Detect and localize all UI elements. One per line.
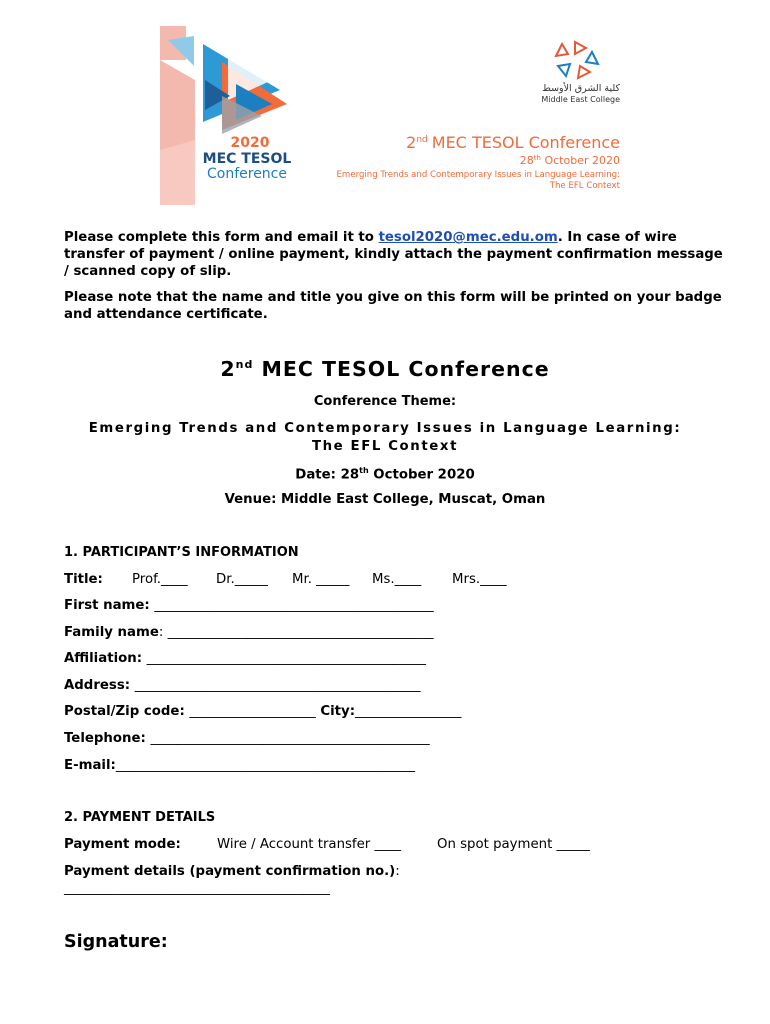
city-label: City:	[315, 704, 356, 719]
instructions-text: . In case of wire transfer of payment / online payment, kindly attach the payment confirmation message / scanned copy of slip.	[64, 230, 723, 279]
logo-name: MEC TESOL	[202, 151, 292, 167]
instructions-paragraph-1	[64, 229, 724, 280]
affiliation-label: Affiliation:	[64, 651, 147, 666]
email-row	[64, 758, 415, 773]
conference-logo-graphic	[0, 0, 770, 215]
date-suffix: October 2020	[368, 467, 475, 483]
theme-label: Conference Theme:	[313, 394, 457, 409]
title-option-mrs[interactable]: Mrs.____	[452, 572, 507, 587]
payment-details-label: Payment details (payment confirmation no.)	[64, 864, 396, 879]
title-label: Title:	[64, 572, 103, 587]
email-field[interactable]: _____________________________________________	[115, 758, 416, 773]
theme-line-1: Emerging Trends and Contemporary Issues in Language Learning:	[88, 421, 682, 436]
telephone-label: Telephone:	[64, 731, 151, 746]
signature-label: Signature:	[64, 932, 168, 952]
title-row	[64, 572, 507, 587]
address-field[interactable]: ___________________________________________	[134, 678, 421, 693]
family-name-label: Family name	[64, 625, 159, 640]
instructions-paragraph-2: Please note that the name and title you give on this form will be printed on your badge and attendance certificate.	[64, 290, 722, 322]
affiliation-row	[64, 651, 426, 666]
college-emblem-icon	[556, 42, 598, 78]
city-field[interactable]: ________________	[355, 704, 462, 719]
college-arabic-name: كلية الشرق الأوسط	[542, 83, 620, 94]
first-name-field[interactable]: __________________________________________	[154, 598, 434, 613]
family-name-field[interactable]: : ________________________________________	[158, 625, 434, 640]
postal-field[interactable]: ___________________	[189, 704, 316, 719]
payment-details-colon: :	[395, 864, 400, 879]
affiliation-field[interactable]: __________________________________________	[146, 651, 426, 666]
payment-option-on-spot[interactable]: On spot payment _____	[437, 837, 590, 852]
title-option-prof[interactable]: Prof.____	[132, 572, 188, 587]
payment-section-title: 2. PAYMENT DETAILS	[64, 810, 216, 825]
banner-conf-theme-line1: Emerging Trends and Contemporary Issues in Language Learning:	[336, 170, 620, 180]
email-label: E-mail:	[64, 758, 116, 773]
postal-label: Postal/Zip code:	[64, 704, 190, 719]
conference-date	[0, 466, 770, 482]
college-english-name: Middle East College	[541, 95, 620, 104]
title-option-ms[interactable]: Ms.____	[372, 572, 422, 587]
payment-mode-row	[64, 837, 590, 852]
banner-conf-title: 2nd MEC TESOL Conference	[406, 133, 620, 152]
telephone-field[interactable]: __________________________________________	[150, 731, 430, 746]
logo-sub: Conference	[206, 166, 288, 182]
theme-text	[0, 420, 770, 456]
instructions-text: Please complete this form and email it to	[64, 230, 379, 245]
postal-city-row	[64, 704, 461, 719]
title-option-mr[interactable]: Mr. _____	[292, 572, 350, 587]
conference-title	[0, 357, 770, 381]
title-text: MEC TESOL Conference	[253, 357, 550, 381]
banner-conf-theme-line2: The EFL Context	[549, 181, 620, 191]
first-name-label: First name:	[64, 598, 155, 613]
date-sup: th	[359, 466, 369, 475]
participant-section-title: 1. PARTICIPANT’S INFORMATION	[64, 545, 299, 560]
logo-pink-block	[160, 140, 195, 205]
title-ordinal: 2	[220, 357, 236, 381]
telephone-row	[64, 731, 430, 746]
banner-conf-date: 28th October 2020	[519, 154, 620, 167]
address-row	[64, 678, 421, 693]
title-ordinal-sup: nd	[235, 358, 254, 372]
conference-venue: Venue: Middle East College, Muscat, Oman	[224, 492, 546, 507]
title-option-dr[interactable]: Dr._____	[216, 572, 268, 587]
first-name-row	[64, 598, 434, 613]
payment-details-field[interactable]: ________________________________________	[64, 881, 330, 896]
date-prefix: Date: 28	[295, 467, 360, 483]
payment-mode-label: Payment mode:	[64, 837, 181, 852]
logo-year: 2020	[230, 135, 270, 151]
family-name-row	[64, 625, 434, 640]
address-label: Address:	[64, 678, 135, 693]
conference-banner	[0, 0, 770, 215]
theme-line-2: The EFL Context	[311, 439, 459, 454]
email-link[interactable]: tesol2020@mec.edu.om	[378, 230, 558, 245]
payment-option-wire[interactable]: Wire / Account transfer ____	[217, 837, 402, 852]
payment-details-row	[64, 864, 400, 879]
